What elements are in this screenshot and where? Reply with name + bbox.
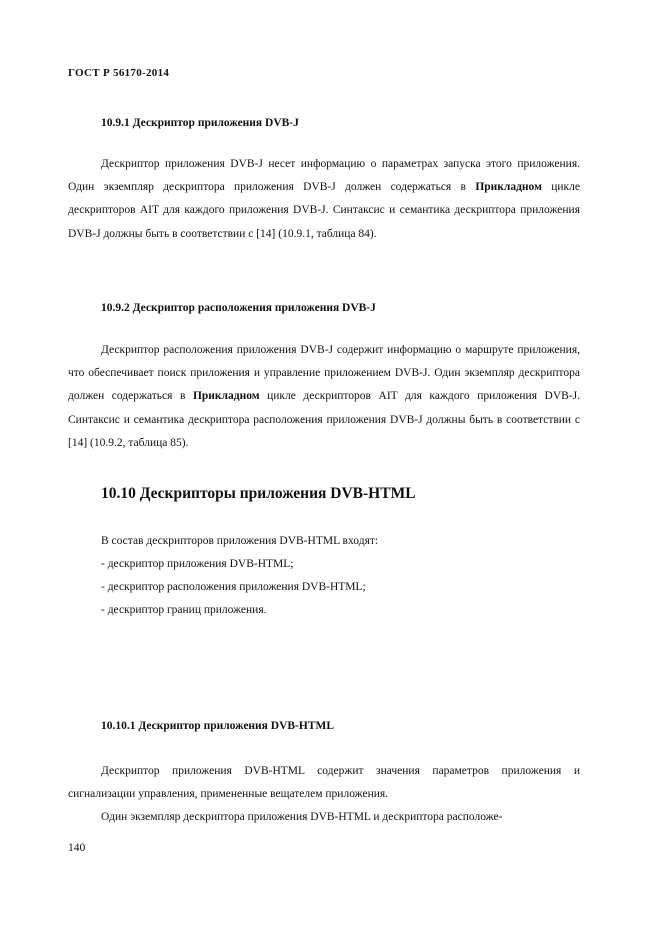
paragraph-text: Дескриптор расположения приложения DVB-J содержит информацию о маршруте приложения, что обеспечивает поиск приложения и управление приложением DVB-J. Один экземпляр дескриптора должен содержаться в [68, 344, 580, 403]
bold-term: Прикладном [475, 181, 542, 194]
list-item: - дескриптор границ приложения. [101, 604, 267, 616]
descriptor-list [101, 530, 378, 622]
document-header: ГОСТ Р 56170-2014 [68, 67, 170, 79]
paragraph-10-10-1: Дескриптор приложения DVB-HTML содержит значения параметров приложения и сигнализации управления, примененные вещателем приложения. [68, 765, 580, 801]
paragraph-text: цикле дескрипторов AIT для каждого приложения DVB-J. Синтаксис и семантика дескриптора расположения приложения DVB-J должны быть в соответствии с [14] (10.9.2, таблица 85). [68, 390, 580, 449]
list-intro: В состав дескрипторов приложения DVB-HTML входят: [101, 535, 379, 547]
paragraph-10-9-1 [68, 153, 580, 246]
bold-term: Прикладном [192, 390, 260, 403]
paragraph-text: цикле дескрипторов AIT для каждого приложения DVB-J. Синтаксис и семантика дескриптора приложения DVB-J должны быть в соответствии с [14] (10.9.1, таблица 84). [68, 181, 580, 240]
paragraph-10-9-2 [68, 339, 580, 455]
section-heading-10-9-1: 10.9.1 Дескриптор приложения DVB-J [101, 117, 299, 129]
section-heading-10-10-1: 10.10.1 Дескриптор приложения DVB-HTML [101, 720, 335, 732]
section-heading-10-10: 10.10 Дескрипторы приложения DVB-HTML [101, 485, 416, 502]
list-item: - дескриптор расположения приложения DVB-HTML; [101, 581, 366, 593]
list-item: - дескриптор приложения DVB-HTML; [101, 558, 294, 570]
paragraph-10-10-1-continued: Один экземпляр дескриптора приложения DVB-HTML и дескриптора расположе- [101, 811, 503, 823]
paragraph-text: Дескриптор приложения DVB-J несет информацию о параметрах запуска этого приложения. Один экземпляр дескриптора приложения DVB-J должен содержаться в [68, 158, 580, 194]
section-heading-10-9-2: 10.9.2 Дескриптор расположения приложения DVB-J [101, 302, 376, 314]
page-number: 140 [68, 842, 86, 854]
